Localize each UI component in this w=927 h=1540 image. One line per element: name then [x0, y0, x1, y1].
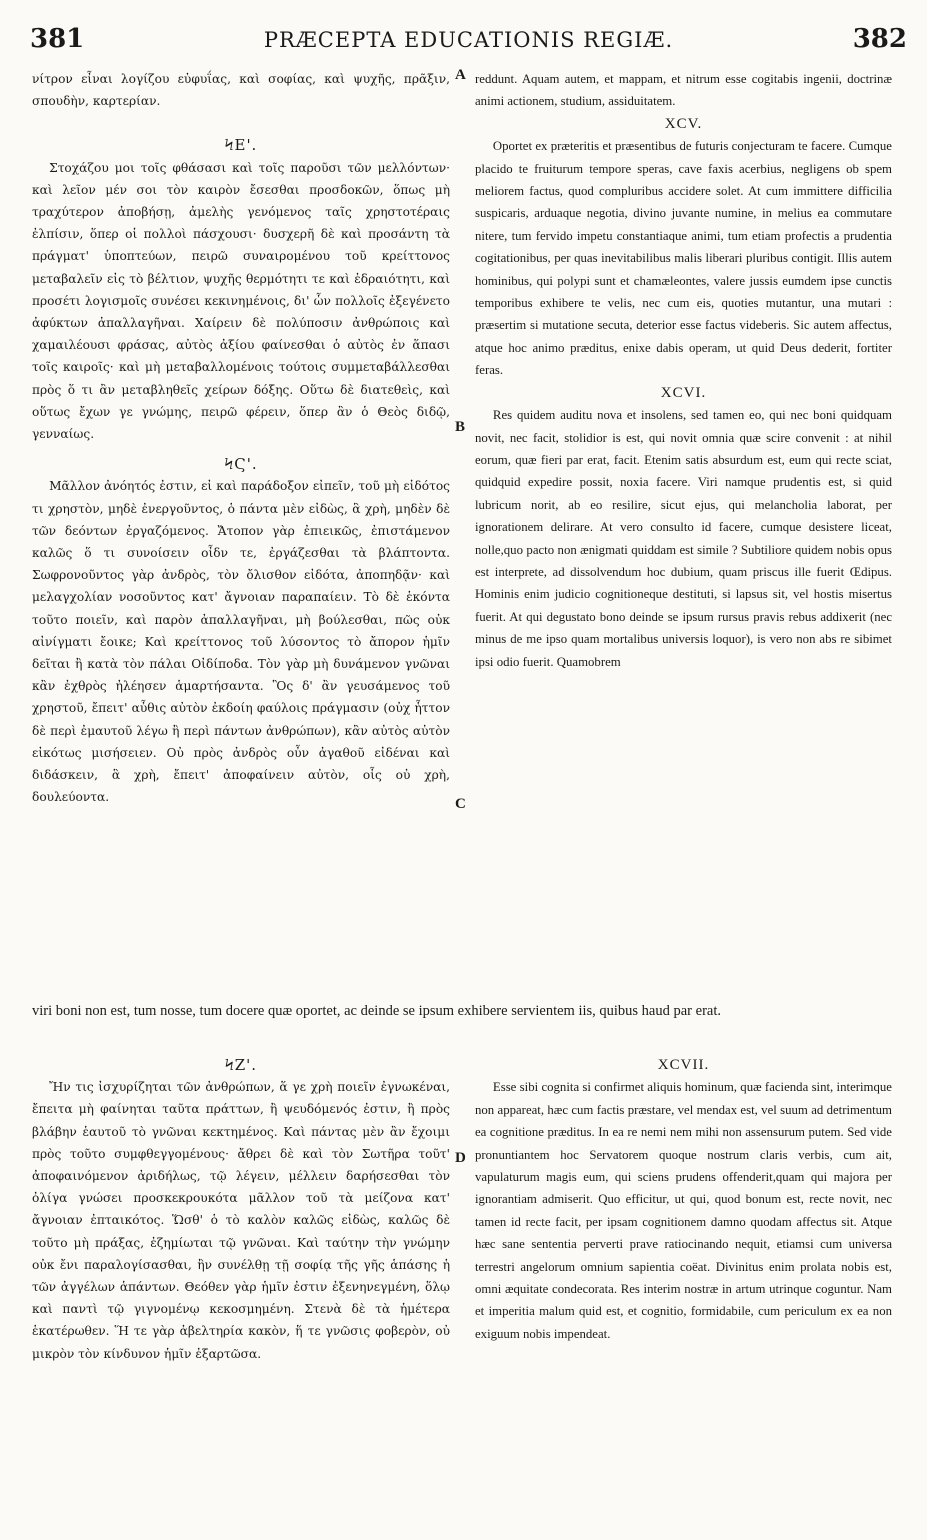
greek-section-95-heading: ϞΕ'. — [224, 136, 258, 155]
latin-column-bottom — [475, 1054, 892, 1345]
margin-letter-b: B — [455, 419, 466, 435]
running-header — [30, 24, 907, 58]
latin-section-96-heading: XCVI. — [660, 384, 707, 401]
greek-section-97-heading: ϞΖ'. — [224, 1056, 258, 1074]
margin-letter-d: D — [455, 1150, 466, 1166]
latin-section-95-heading: XCV. — [664, 115, 703, 132]
greek-section-95-text: Στοχάζου μοι τοῖς φθάσασι καὶ τοῖς παροῦσι τῶν μελλόντων· καὶ λεῖον μέν σοι τὸν καιρὸν ἔσεσθαι προσδοκῶν, ὅπως μὴ τραχύτερον ἀποβήσῃ, ἀμελὴς γενόμενος ταῖς χρηστοτέραις ἐλπίσιν, ὅπερ οἱ πολλοὶ πάσχουσι· δυσχερῆ δὲ καὶ προσάντη τὰ πράγματ' ὑποπτεύων, πειρῶ συναιρομένου τοῦ κρείττονος μεταβαλεῖν εἰς τὸ βέλτιον, ψυχῆς θερμότητι τε καὶ ἑδραιότητι, καὶ προσέτι λογισμοῖς συνέσει κεκινημένοις, δι' ὧν πολλοῖς ἐξεγένετο ἀφύκτων ἀπαλλαγῆναι. Χαίρειν δὲ πολύποσιν ἀνθρώποις καὶ χαμαιλέουσι φράσας, αὐτὸς ἀξίου φαίνεσθαι ὁ αὐτὸς ἐν ἅπασι τοῖς καιροῖς· καὶ μὴ μεταβαλλομένοις τούτοις συμμεταβάλλεσθαι πρὸς ὅ τι ἂν μεταβληθεῖς χείρων δόξης. Οὕτω δὲ διατεθεὶς, καὶ οὕτως ἔχων γε γνώμης, πειρῶ φέρειν, ὅπερ ἂν ὁ Θεὸς διδῷ, γενναίως. — [32, 160, 450, 442]
greek-section-97-text: Ἤν τις ἰσχυρίζηται τῶν ἀνθρώπων, ἅ γε χρὴ ποιεῖν ἐγνωκέναι, ἔπειτα μὴ φαίνηται ταῦτα πράττων, ἢ ψευδόμενός ἐστιν, ἢ πρὸς βλάβην ἑαυτοῦ τὸ γνῶναι κεκτημένος. Καὶ πάντας μὲν ἂν ἔχοιμι πρὸς τοῦτο συμφθεγγομένους· ἄθρει δὲ καὶ τὸν Σωτῆρα τοῦτ' ἀποφαινόμενον ἀριδήλως, τῷ λέγειν, μέλλειν δαρήσεσθαι τὸν ὀλίγα γνώσει προσκεκρουκότα μᾶλλον τοῦ τὰ μείζονα κατ' ἄγνοιαν ἐπταικότος. Ὥσθ' ὁ τὸ καλὸν καλῶς εἰδὼς, καλῶς δὲ τοῦτο μὴ πράξας, ἐζημίωται τῷ γνῶναι. Καὶ ταύτην τὴν γνώμην οὐκ ἔνι παραλογίσασθαι, ἣν συνέλθῃ τῇ σοφίᾳ τῆς γῆς ἁπάσης ἡ τῶν ἀγγέλων ἁπάντων. Θεόθεν γὰρ ἡμῖν ἐστιν ἐξενηνεγμένη, ὅλῳ καὶ παντὶ τῷ γιγνομένῳ κεκοσμημένη. Στενὰ δὲ τὰ ἡμέτερα ἑκατέρωθεν. Ἥ τε γὰρ ἀβελτηρία κακὸν, ἥ τε γνῶσις φοβερὸν, οὐ μικρὸν τὸν κίνδυνον ἡμῖν ἐξαρτῶσα. — [32, 1080, 450, 1361]
margin-letter-c: C — [455, 796, 466, 812]
greek-intro: νίτρον εἶναι λογίζου εὐφυΐας, καὶ σοφίας, καὶ ψυχῆς, πρᾶξιν, σπουδὴν, καρτερίαν. — [32, 72, 450, 109]
greek-section-96-heading: ϞϚ'. — [224, 455, 258, 474]
latin-intro: reddunt. Aquam autem, et mappam, et nitrum esse cogitabis ingenii, doctrinæ animi actionem, studium, assiduitatem. — [475, 72, 892, 109]
full-width-latin-line: viri boni non est, tum nosse, tum docere quæ oportet, ac deinde se ipsum exhibere servientem iis, quibus haud par erat. — [32, 1003, 721, 1019]
greek-column-bottom — [32, 1054, 450, 1365]
latin-section-95-text: Oportet ex præteritis et præsentibus de futuris conjecturam te facere. Cumque placido te fruiturum tempore speras, cave faxis acerbius, negligens ob spem meliorem factus, quod compluribus accidere solet. At cum immittere difficilia suspicaris, arduaque negotia, divino juvante numine, in melius ea commutare nitere, tum fervido impetu constantiaque animi, tum etiam profectis a prudentia cogitationibus, per quas inevitabilibus malis liberari pluribus contigit. Illis autem hominibus, qui polypi sunt et chamæleontes, valere jussis eumdem ipse cunctis temporibus exhibere te velis, nec cum eis, quoties mutantur, una mutari : præsertim si mutatione secuta, deterior esse factus videberis. Sic autem affectus, atque hoc animo præditus, enixe dabis operam, ut quid Deus dederit, fortiter feras. — [475, 139, 892, 378]
margin-letter-a: A — [455, 67, 466, 83]
latin-column-top — [475, 68, 892, 673]
latin-section-97-text: Esse sibi cognita si confirmet aliquis hominum, quæ facienda sint, interimque non appareat, hæc cum factis præstare, vel mendax est, vel suum ad detrimentum ea cognitione præditus. In ea re nemi nem mihi non assensurum putem. Sed vide pronuntiantem hoc Servatorem quoque nostrum claris verbis, cum ait, vapulaturum magis eum, qui sciens prudens offenderit,quam qui majora per ignorantiam admiserit. Quo efficitur, ut qui, quod bonum est, recte novit, nec tamen id recte facit, per ipsam cognitionem damno quodam affectus sit. Atque hæc sane sententia perverti prave ratiocinando nequit, etiamsi cum universa terrestri angelorum omnium sapientia coëat. Divinitus enim prolata nobis est, omni æquitate condecorata. Res interim nostræ in artum utrinque coguntur. Nam et imperitia malum quid est, et cognitio, formidabile, cum periculum ex ea non exiguum nobis impendeat. — [475, 1080, 892, 1341]
greek-section-96-text: Μᾶλλον ἀνόητός ἐστιν, εἰ καὶ παράδοξον εἰπεῖν, τοῦ μὴ εἰδότος τι χρηστὸν, μηδὲ ἐνεργοῦντος, ὁ πάντα μὲν εἰδὼς, ἃ χρὴ, μηδὲν δὲ τῶν δεόντων ἐργαζόμενος. Ἄτοπον γὰρ ἐπιεικῶς, ἐπιστάμενον καλῶς ὅ τι συνοίσειν οἶδν τε, ἐργάζεσθαι τὰ βλάπτοντα. Σωφρονοῦντος γὰρ ἀνδρὸς, τὸν ὄλισθον εἰδότα, ἀποπηδᾷν· καὶ μελαγχολίαν νοσοῦντος κατ' ἄγνοιαν παραπαίειν. Τὸ δὲ ἑκόντα τοῦτο ποιεῖν, καὶ παρὸν ἀπαλλαγῆναι, μὴ βούλεσθαι, πῶς οὐκ αἰνίγματι ἔοικε; Καὶ κρείττονος τοῦ λύσοντος τὸ ἄπορον ἡμῖν δεῖται ἢ κατὰ τὸν πάλαι Οἰδίποδα. Τὸν γὰρ μὴ δυνάμενον γνῶναι κἂν ἐχθρὸς ἠλέησεν ἁμαρτήσαντα. Ὃς δ' ἂν γευσάμενος τοῦ χρηστοῦ, ἔπειτ' αὖθις αὐτὸν ἐκδοίη φαύλοις πράγμασιν (οὐχ ἧττον δὲ περὶ ἐμαυτοῦ λέγω ἢ περὶ πάντων ἀνθρώπων), κἂν αὐτὸς αὐτὸν εἰκότως μισήσειεν. Οὐ πρὸς ἀνδρὸς οὖν ἀγαθοῦ εἰδέναι καὶ διδάσκειν, ἃ χρὴ, ἔπειτ' ἀποφαίνειν αὐτὸν, οἷς οὐ χρὴ, δουλεύοντα. — [32, 479, 450, 805]
left-page-number: 381 — [30, 24, 85, 54]
greek-column-top — [32, 68, 450, 809]
latin-section-96-text: Res quidem auditu nova et insolens, sed tamen eo, qui nec boni quidquam novit, nec facit, stolidior is est, qui novit omnia quæ scire convenit : at nihil eorum, quæ fieri par erat, facit. Etenim satis absurdum est, eum qui recte sciat, quidquid expedire possit, noxia facere. Viri namque prudentis est, si quid lubricum norit, ab eo resilire, sicut ejus, qui melancholia laborat, per ignorationem delirare. At vero consulto id facere, cumque desistere liceat, nolle,quo pacto non ænigmati quiddam est simile ? Subtiliore quidem nobis opus est interprete, ad dissolvendum hoc dubium, quam priscus ille fuerit Œdipus. Hominis enim judicio cognitioneque destituti, si lapsus sit, vel hostis misertus fuerit. At qui degustato bono deinde se ipsum rursus pravis rebus addixerit (nec minus de me ipso quam mortalibus universis loquor), is vero non abs re sibimet ipsi odio fuerit. Quamobrem — [475, 408, 892, 669]
running-title: PRÆCEPTA EDUCATIONIS REGIÆ. — [263, 28, 674, 52]
latin-section-97-heading: XCVII. — [657, 1057, 710, 1073]
right-page-number: 382 — [852, 24, 907, 54]
